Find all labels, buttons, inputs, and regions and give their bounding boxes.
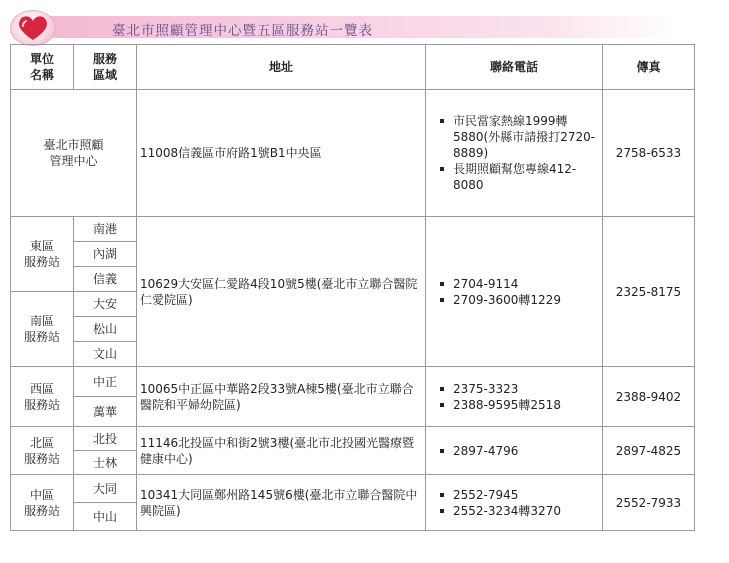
area-cell: 大安 [74, 292, 137, 317]
phone-item: 2897-4796 [453, 443, 599, 459]
area-cell: 內湖 [74, 242, 137, 267]
area-cell: 中正 [74, 367, 137, 397]
table-row-west [11, 367, 695, 397]
unit-name-west: 西區 服務站 [11, 367, 74, 427]
address-west: 10065中正區中華路2段33號A棟5樓(臺北市立聯合醫院和平婦幼院區) [137, 367, 426, 427]
fax-east-south: 2325-8175 [603, 217, 695, 367]
fax-north: 2897-4825 [603, 427, 695, 475]
unit-name-east: 東區 服務站 [11, 217, 74, 292]
address-east-south: 10629大安區仁愛路4段10號5樓(臺北市立聯合醫院仁愛院區) [137, 217, 426, 367]
area-cell: 大同 [74, 475, 137, 503]
phones-east-south [426, 217, 603, 367]
fax-central: 2552-7933 [603, 475, 695, 531]
phone-item: 市民當家熱線1999轉5880(外縣市請撥打2720-8889) [453, 113, 599, 161]
area-cell: 士林 [74, 451, 137, 475]
phone-item: 長期照顧幫您專線412-8080 [453, 161, 599, 193]
area-cell: 信義 [74, 267, 137, 292]
address-center: 11008信義區市府路1號B1中央區 [137, 90, 426, 217]
phone-item: 2388-9595轉2518 [453, 397, 599, 413]
fax-west: 2388-9402 [603, 367, 695, 427]
unit-name-south: 南區 服務站 [11, 292, 74, 367]
fax-header: 傳真 [603, 45, 695, 90]
area-cell: 文山 [74, 342, 137, 367]
table-row-north [11, 427, 695, 451]
address-north: 11146北投區中和街2號3樓(臺北市北投國光醫療暨健康中心) [137, 427, 426, 475]
unit-header: 單位 名稱 [11, 45, 74, 90]
phones-west [426, 367, 603, 427]
phones-north [426, 427, 603, 475]
address-header: 地址 [137, 45, 426, 90]
phones-center [426, 90, 603, 217]
unit-name-central: 中區 服務站 [11, 475, 74, 531]
area-cell: 北投 [74, 427, 137, 451]
area-header: 服務 區域 [74, 45, 137, 90]
header-banner [6, 6, 678, 42]
phone-item: 2704-9114 [453, 276, 599, 292]
page-title: 臺北市照顧管理中心暨五區服務站一覽表 [112, 23, 373, 39]
phone-item: 2709-3600轉1229 [453, 292, 599, 308]
table-row-center [11, 90, 695, 217]
table-row-east [11, 217, 695, 242]
header-row [11, 45, 695, 90]
area-cell: 萬華 [74, 397, 137, 427]
phone-item: 2375-3323 [453, 381, 599, 397]
unit-name-center: 臺北市照顧 管理中心 [11, 90, 137, 217]
address-central: 10341大同區鄭州路145號6樓(臺北市立聯合醫院中興院區) [137, 475, 426, 531]
phone-item: 2552-3234轉3270 [453, 503, 599, 519]
phones-central [426, 475, 603, 531]
area-cell: 南港 [74, 217, 137, 242]
phone-header: 聯絡電話 [426, 45, 603, 90]
unit-name-north: 北區 服務站 [11, 427, 74, 475]
area-cell: 中山 [74, 503, 137, 531]
phone-item: 2552-7945 [453, 487, 599, 503]
service-station-table [10, 44, 695, 531]
table-row-central [11, 475, 695, 503]
area-cell: 松山 [74, 317, 137, 342]
fax-center: 2758-6533 [603, 90, 695, 217]
heart-icon [10, 10, 56, 46]
